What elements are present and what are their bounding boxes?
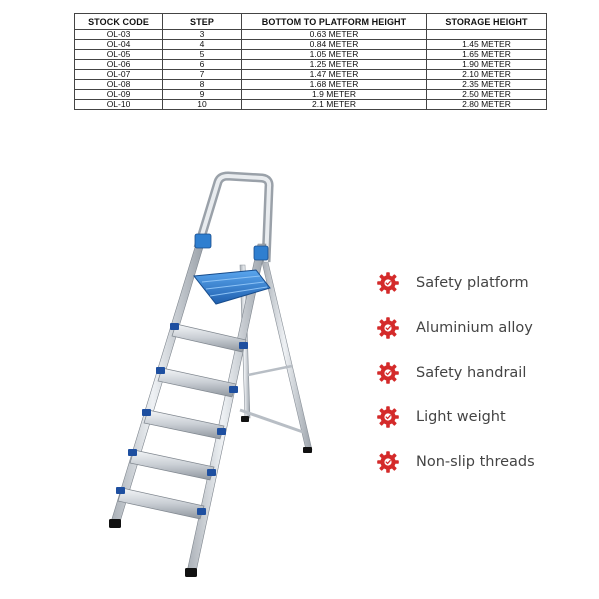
cell-step: 8 bbox=[163, 80, 242, 90]
table-row bbox=[75, 30, 547, 40]
step-5 bbox=[116, 487, 206, 519]
list-item bbox=[376, 440, 596, 485]
step-1 bbox=[170, 323, 248, 352]
spec-table bbox=[74, 13, 547, 110]
cell-storage-height: 1.45 METER bbox=[427, 40, 547, 50]
cell-step: 3 bbox=[163, 30, 242, 40]
cell-bottom-height: 1.68 METER bbox=[242, 80, 427, 90]
cell-storage-height: 2.80 METER bbox=[427, 100, 547, 110]
cell-step: 7 bbox=[163, 70, 242, 80]
header-stock-code: STOCK CODE bbox=[75, 14, 163, 30]
gear-icon bbox=[376, 405, 400, 429]
table-row bbox=[75, 100, 547, 110]
cell-step: 5 bbox=[163, 50, 242, 60]
header-storage-height: STORAGE HEIGHT bbox=[427, 14, 547, 30]
table-row bbox=[75, 90, 547, 100]
ladder-image bbox=[100, 170, 330, 590]
header-bottom-to-platform-height: BOTTOM TO PLATFORM HEIGHT bbox=[242, 14, 427, 30]
cell-step: 4 bbox=[163, 40, 242, 50]
list-item bbox=[376, 306, 596, 351]
cell-storage-height bbox=[427, 30, 547, 40]
cell-bottom-height: 1.05 METER bbox=[242, 50, 427, 60]
cell-stock-code: OL-06 bbox=[75, 60, 163, 70]
table-row bbox=[75, 50, 547, 60]
table-row bbox=[75, 40, 547, 50]
cell-step: 10 bbox=[163, 100, 242, 110]
cell-bottom-height: 2.1 METER bbox=[242, 100, 427, 110]
step-4 bbox=[128, 449, 216, 480]
gear-icon bbox=[376, 316, 400, 340]
feature-label: Light weight bbox=[416, 409, 506, 426]
feature-label: Safety platform bbox=[416, 275, 529, 292]
list-item bbox=[376, 350, 596, 395]
cell-stock-code: OL-08 bbox=[75, 80, 163, 90]
cell-stock-code: OL-04 bbox=[75, 40, 163, 50]
cell-bottom-height: 0.63 METER bbox=[242, 30, 427, 40]
cell-storage-height: 2.10 METER bbox=[427, 70, 547, 80]
cell-step: 6 bbox=[163, 60, 242, 70]
cell-stock-code: OL-05 bbox=[75, 50, 163, 60]
cell-storage-height: 1.65 METER bbox=[427, 50, 547, 60]
feature-label: Aluminium alloy bbox=[416, 320, 533, 337]
table-row bbox=[75, 70, 547, 80]
cell-stock-code: OL-03 bbox=[75, 30, 163, 40]
cell-bottom-height: 1.25 METER bbox=[242, 60, 427, 70]
table-row bbox=[75, 60, 547, 70]
cell-step: 9 bbox=[163, 90, 242, 100]
table-row bbox=[75, 80, 547, 90]
gear-icon bbox=[376, 271, 400, 295]
header-step: STEP bbox=[163, 14, 242, 30]
list-item bbox=[376, 261, 596, 306]
cell-storage-height: 1.90 METER bbox=[427, 60, 547, 70]
feature-list bbox=[376, 261, 596, 484]
table-header-row bbox=[75, 14, 547, 30]
ladder-drawing bbox=[100, 170, 330, 590]
gear-icon bbox=[376, 361, 400, 385]
gear-icon bbox=[376, 450, 400, 474]
cell-storage-height: 2.35 METER bbox=[427, 80, 547, 90]
cell-bottom-height: 1.9 METER bbox=[242, 90, 427, 100]
cell-bottom-height: 0.84 METER bbox=[242, 40, 427, 50]
cell-stock-code: OL-10 bbox=[75, 100, 163, 110]
cell-stock-code: OL-09 bbox=[75, 90, 163, 100]
cell-bottom-height: 1.47 METER bbox=[242, 70, 427, 80]
list-item bbox=[376, 395, 596, 440]
cell-stock-code: OL-07 bbox=[75, 70, 163, 80]
feature-label: Non-slip threads bbox=[416, 454, 535, 471]
step-3 bbox=[142, 409, 226, 439]
cell-storage-height: 2.50 METER bbox=[427, 90, 547, 100]
step-2 bbox=[156, 367, 238, 397]
feature-label: Safety handrail bbox=[416, 364, 527, 381]
